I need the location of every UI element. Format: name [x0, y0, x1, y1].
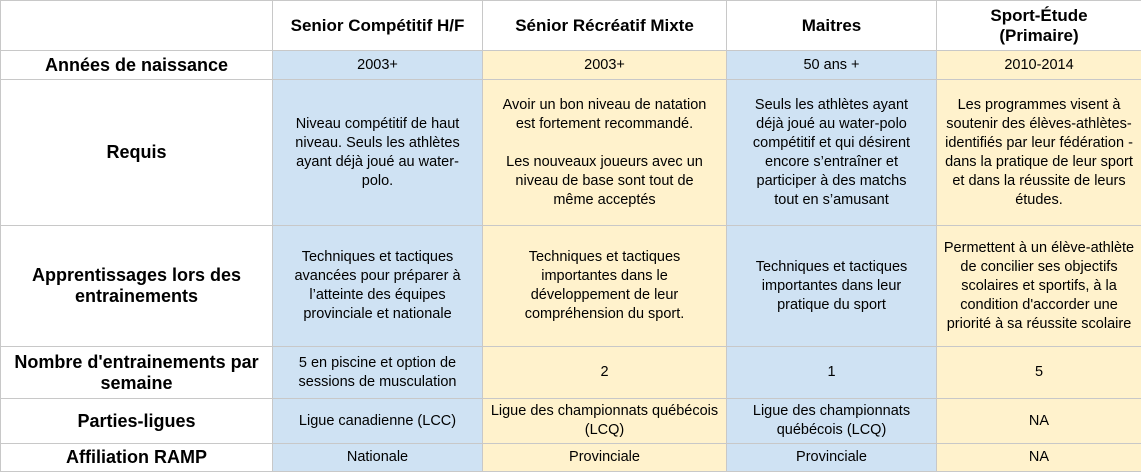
requis-senior-recreatif-extra: Les nouveaux joueurs avec un niveau de base sont tout de même acceptés [506, 153, 703, 208]
requis-sport-etude-text: Les programmes visent à soutenir des élèves-athlètes- identifiés par leur fédération - dans la pratique de leur sport et dans la réussite de leurs études. [945, 96, 1133, 208]
row-header-affiliation-ramp: Affiliation RAMP [1, 444, 273, 472]
cell-apprentissages-sport-etude: Permettent à un élève-athlète de concilier ses objectifs scolaires et sportifs, à la condition d'accorder une priorité à sa réussite scolaire [937, 226, 1141, 347]
corner-cell [1, 1, 273, 51]
header-row [1, 1, 1141, 51]
col-header-maitres: Maitres [727, 1, 937, 51]
row-header-nombre-entrainements: Nombre d'entrainements par semaine [1, 347, 273, 399]
row-requis [1, 80, 1141, 226]
cell-requis-senior-competitif [273, 80, 483, 226]
row-affiliation-ramp [1, 444, 1141, 472]
row-nombre-entrainements [1, 347, 1141, 399]
cell-naissance-sport-etude: 2010-2014 [937, 51, 1141, 80]
row-parties-ligues [1, 399, 1141, 444]
col-header-senior-competitif: Senior Compétitif H/F [273, 1, 483, 51]
cell-apprentissages-senior-competitif: Techniques et tactiques avancées pour préparer à l’atteinte des équipes provinciale et nationale [273, 226, 483, 347]
col-header-senior-recreatif: Sénior Récréatif Mixte [483, 1, 727, 51]
cell-nombre-senior-recreatif: 2 [483, 347, 727, 399]
row-apprentissages [1, 226, 1141, 347]
requis-maitres-text: Seuls les athlètes ayant déjà joué au water-polo compétitif et qui désirent encore s’entraîner et participer à des matchs tout en s’amusant [752, 96, 911, 208]
row-header-annees-naissance: Années de naissance [1, 51, 273, 80]
cell-parties-senior-competitif: Ligue canadienne (LCC) [273, 399, 483, 444]
cell-affiliation-senior-recreatif: Provinciale [483, 444, 727, 472]
cell-apprentissages-maitres: Techniques et tactiques importantes dans leur pratique du sport [727, 226, 937, 347]
row-header-requis: Requis [1, 80, 273, 226]
row-header-parties-ligues: Parties-ligues [1, 399, 273, 444]
row-annees-naissance [1, 51, 1141, 80]
cell-nombre-maitres: 1 [727, 347, 937, 399]
cell-naissance-maitres: 50 ans + [727, 51, 937, 80]
cell-naissance-senior-competitif: 2003+ [273, 51, 483, 80]
cell-naissance-senior-recreatif: 2003+ [483, 51, 727, 80]
cell-apprentissages-senior-recreatif: Techniques et tactiques importantes dans le développement de leur compréhension du sport. [483, 226, 727, 347]
cell-requis-sport-etude [937, 80, 1141, 226]
cell-requis-maitres [727, 80, 937, 226]
requis-senior-recreatif-text: Avoir un bon niveau de natation est fortement recommandé. [502, 96, 707, 132]
requis-senior-competitif-text: Niveau compétitif de haut niveau. Seuls les athlètes ayant déjà joué au water-polo. [295, 115, 460, 189]
cell-affiliation-senior-competitif: Nationale [273, 444, 483, 472]
cell-affiliation-sport-etude: NA [937, 444, 1141, 472]
cell-nombre-sport-etude: 5 [937, 347, 1141, 399]
cell-nombre-senior-competitif: 5 en piscine et option de sessions de musculation [273, 347, 483, 399]
cell-affiliation-maitres: Provinciale [727, 444, 937, 472]
col-header-sport-etude: Sport-Étude (Primaire) [937, 1, 1141, 51]
cell-parties-senior-recreatif: Ligue des championnats québécois (LCQ) [483, 399, 727, 444]
cell-requis-senior-recreatif [483, 80, 727, 226]
cell-parties-sport-etude: NA [937, 399, 1141, 444]
row-header-apprentissages: Apprentissages lors des entrainements [1, 226, 273, 347]
cell-parties-maitres: Ligue des championnats québécois (LCQ) [727, 399, 937, 444]
